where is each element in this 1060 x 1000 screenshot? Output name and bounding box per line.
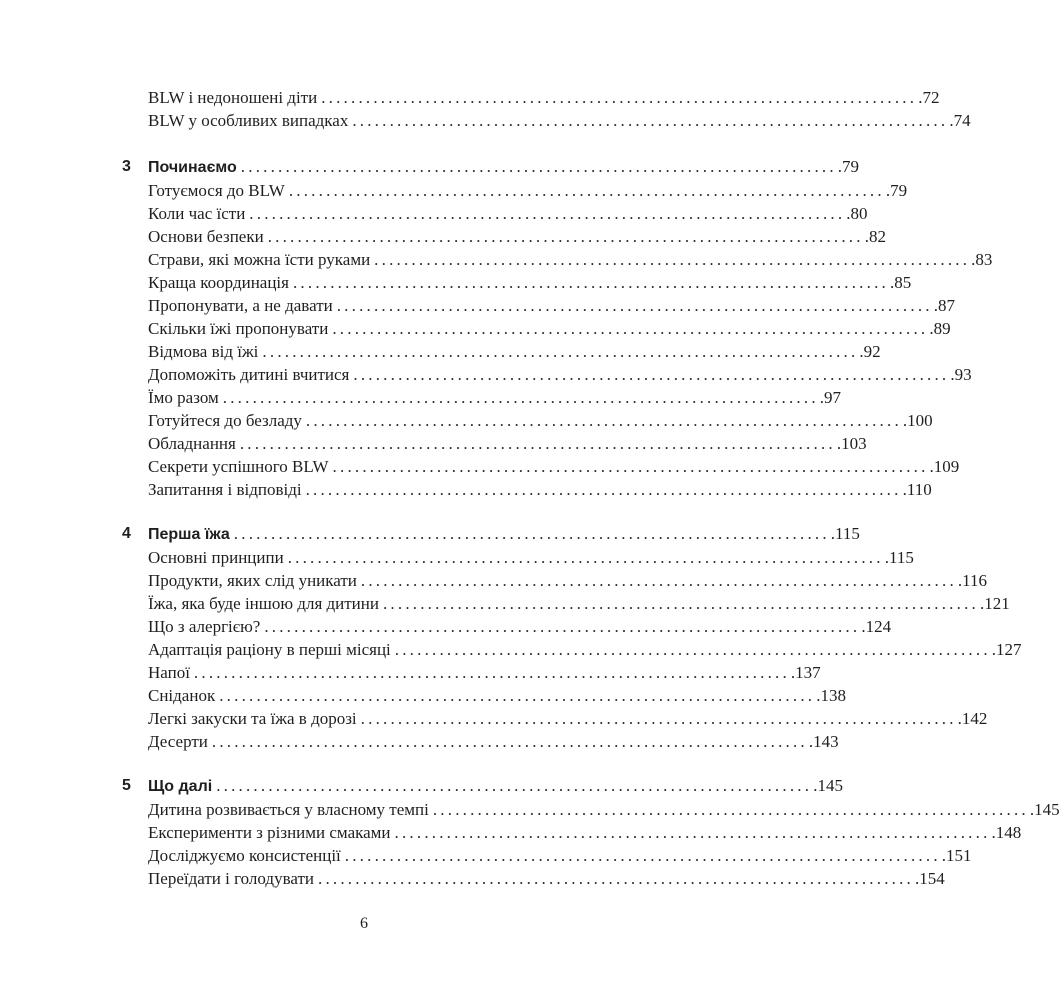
toc-entry: [148, 845, 972, 867]
toc-entry-title: Готуйтеся до безладу: [148, 411, 302, 430]
page-number: 6: [360, 915, 368, 932]
dot-leader: ................................................................................: [321, 88, 918, 107]
toc-entry-page: .124: [861, 617, 892, 636]
toc-entry-title: Продукти, яких слід уникати: [148, 571, 357, 590]
dot-leader: ................................................................................: [374, 250, 971, 269]
toc-entry: [148, 110, 971, 132]
dot-leader: ................................................................................: [211, 732, 808, 751]
toc-entry-page: .74: [949, 111, 971, 130]
dot-leader: ................................................................................: [432, 800, 1029, 819]
dot-leader: ................................................................................: [332, 319, 929, 338]
toc-entry-title: Коли час їсти: [148, 204, 246, 223]
toc-entry: [148, 547, 914, 569]
toc-entry-title: Допоможіть дитині вчитися: [148, 365, 350, 384]
toc-entry: [148, 479, 932, 501]
toc-entry: [148, 180, 908, 202]
toc-entry: [148, 410, 933, 432]
toc-entry-page: .85: [889, 273, 912, 292]
toc-entry: [148, 662, 821, 684]
chapter-number: 4: [122, 525, 131, 542]
toc-entry-page: .138: [816, 686, 846, 705]
toc-entry-page: .80: [846, 204, 868, 223]
chapter-heading: [148, 156, 860, 178]
toc-entry-page: .137: [790, 663, 821, 682]
toc-entry-page: .151: [941, 846, 972, 865]
dot-leader: ................................................................................: [394, 823, 991, 842]
toc-entry: [148, 639, 1022, 661]
toc-entry-page: .93: [950, 365, 972, 384]
toc-entry-page: .92: [859, 342, 881, 361]
toc-entry: [148, 226, 886, 248]
toc-entry: [148, 799, 1060, 821]
toc-entry: [148, 570, 988, 592]
toc-entry-title: Адаптація раціону в перші місяці: [148, 640, 391, 659]
toc-entry: [148, 708, 988, 730]
dot-leader: ................................................................................: [287, 548, 884, 567]
chapter-page: .145: [813, 776, 843, 795]
dot-leader: ................................................................................: [394, 640, 991, 659]
toc-entry: [148, 593, 1010, 615]
dot-leader: ................................................................................: [249, 204, 846, 223]
toc-entry-title: Страви, які можна їсти руками: [148, 250, 371, 269]
toc-entry-title: Скільки їжі пропонувати: [148, 319, 329, 338]
toc-entry-title: Запитання і відповіді: [148, 480, 302, 499]
chapter-title: Починаємо: [148, 159, 237, 176]
toc-entry-title: Обладнання: [148, 434, 236, 453]
toc-entry-title: Пропонувати, а не давати: [148, 296, 333, 315]
toc-entry-page: .121: [979, 594, 1010, 613]
dot-leader: ................................................................................: [267, 227, 864, 246]
dot-leader: ................................................................................: [292, 273, 889, 292]
toc-entry-title: Експерименти з різними смаками: [148, 823, 391, 842]
dot-leader: ................................................................................: [360, 571, 957, 590]
toc-entry-page: .87: [933, 296, 955, 315]
dot-leader: ................................................................................: [233, 524, 830, 543]
toc-entry-page: .154: [915, 869, 945, 888]
dot-leader: ................................................................................: [240, 157, 837, 176]
toc-entry: [148, 295, 955, 317]
toc-entry: [148, 203, 868, 225]
toc-entry-page: .109: [929, 457, 960, 476]
chapter-title: Перша їжа: [148, 526, 230, 543]
dot-leader: ................................................................................: [360, 709, 957, 728]
dot-leader: ................................................................................: [336, 296, 933, 315]
toc-entry-title: Легкі закуски та їжа в дорозі: [148, 709, 357, 728]
toc-entry: [148, 318, 951, 340]
chapter-number: 3: [122, 158, 131, 175]
chapter-title: Що далі: [148, 778, 213, 795]
chapter-page: .79: [837, 157, 860, 176]
dot-leader: ................................................................................: [239, 434, 836, 453]
toc-entry: [148, 731, 839, 753]
toc-entry-title: Їмо разом: [148, 388, 219, 407]
toc-entry-page: .97: [819, 388, 842, 407]
toc-entry-title: Переїдати і голодувати: [148, 869, 314, 888]
toc-entry: [148, 387, 842, 409]
dot-leader: ................................................................................: [353, 365, 950, 384]
toc-entry-page: .145: [1029, 800, 1060, 819]
toc-entry-page: .116: [957, 571, 988, 590]
toc-entry-title: BLW у особливих випадках: [148, 111, 349, 130]
dot-leader: ................................................................................: [352, 111, 949, 130]
toc-entry: [148, 87, 940, 109]
toc-entry-title: Що з алергією?: [148, 617, 261, 636]
dot-leader: ................................................................................: [219, 686, 816, 705]
toc-entry-page: .127: [991, 640, 1022, 659]
dot-leader: ................................................................................: [318, 869, 914, 888]
toc-entry-title: Сніданок: [148, 686, 216, 705]
toc-entry-page: .110: [902, 480, 932, 499]
toc-entry-page: .143: [808, 732, 839, 751]
toc-entry: [148, 364, 972, 386]
toc-entry-title: Відмова від їжі: [148, 342, 259, 361]
toc-entry: [148, 272, 912, 294]
dot-leader: ................................................................................: [222, 388, 819, 407]
dot-leader: ................................................................................: [332, 457, 929, 476]
toc-entry-page: .148: [991, 823, 1022, 842]
toc-entry-title: Готуємося до BLW: [148, 181, 285, 200]
toc-entry-title: Напої: [148, 663, 190, 682]
toc-entry-page: .115: [884, 548, 914, 567]
toc-entry: [148, 456, 960, 478]
toc-entry-page: .103: [836, 434, 867, 453]
chapter-heading: [148, 523, 860, 545]
chapter-heading: [148, 775, 843, 797]
toc-entry: [148, 433, 867, 455]
dot-leader: ................................................................................: [193, 663, 790, 682]
chapter-number: 5: [122, 777, 131, 794]
dot-leader: ................................................................................: [216, 776, 813, 795]
toc-entry-page: .100: [902, 411, 933, 430]
toc-entry-page: .89: [929, 319, 951, 338]
toc-entry-title: BLW і недоношені діти: [148, 88, 318, 107]
toc-entry-title: Краща координація: [148, 273, 289, 292]
toc-entry-page: .83: [971, 250, 993, 269]
dot-leader: ................................................................................: [305, 411, 902, 430]
toc-entry: [148, 341, 881, 363]
toc-entry-title: Секрети успішного BLW: [148, 457, 329, 476]
chapter-page: .115: [830, 524, 860, 543]
toc-entry-page: .72: [918, 88, 940, 107]
toc-entry-page: .79: [885, 181, 908, 200]
toc-entry-title: Дитина розвивається у власному темпі: [148, 800, 429, 819]
dot-leader: ................................................................................: [344, 846, 941, 865]
toc-entry: [148, 868, 945, 890]
dot-leader: ................................................................................: [264, 617, 861, 636]
dot-leader: ................................................................................: [305, 480, 902, 499]
dot-leader: ................................................................................: [288, 181, 885, 200]
dot-leader: ................................................................................: [382, 594, 979, 613]
toc-entry-title: Десерти: [148, 732, 208, 751]
toc-entry: [148, 822, 1022, 844]
dot-leader: ................................................................................: [262, 342, 859, 361]
toc-entry: [148, 616, 892, 638]
toc-entry-title: Основи безпеки: [148, 227, 264, 246]
toc-entry-page: .142: [957, 709, 988, 728]
toc-entry-title: Основні принципи: [148, 548, 284, 567]
toc-entry: [148, 685, 846, 707]
toc-entry-page: .82: [864, 227, 886, 246]
toc-entry-title: Досліджуємо консистенції: [148, 846, 341, 865]
toc-entry-title: Їжа, яка буде іншою для дитини: [148, 594, 379, 613]
toc-entry: [148, 249, 993, 271]
